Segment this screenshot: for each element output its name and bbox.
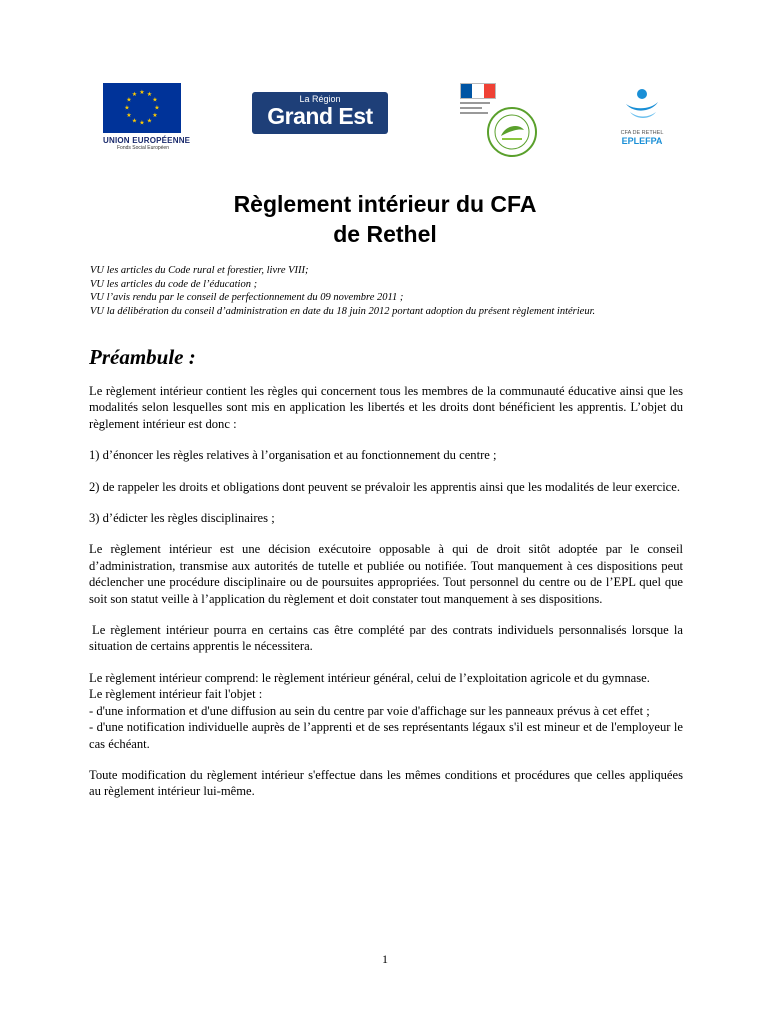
paragraph: Le règlement intérieur contient les règles qui concernent tous les membres de la communauté éducative ainsi que les modalités selon lesquelles sont mis en application les libertés et les droits dont bénéficient les apprentis. L’objet du règlement intérieur est donc :: [89, 384, 683, 431]
svg-text:★: ★: [146, 117, 153, 125]
organic-badge-icon: [486, 106, 538, 158]
svg-text:★: ★: [131, 91, 138, 98]
paragraph: Le règlement intérieur pourra en certains cas être complété par des contrats individuels personnalisés lorsque la situation de certains apprentis le nécessitera.: [89, 623, 683, 654]
french-flag-icon: [460, 83, 496, 99]
section-heading: Préambule :: [89, 345, 196, 369]
legal-reference: VU les articles du Code rural et forestier, livre VIII;: [90, 265, 309, 276]
region-label: La Région: [299, 94, 341, 104]
svg-text:★: ★: [154, 104, 160, 112]
svg-text:★: ★: [139, 89, 145, 96]
eplefpa-emblem-icon: [622, 86, 662, 124]
page-number: 1: [382, 952, 388, 966]
paragraph: 3) d’édicter les règles disciplinaires ;: [89, 511, 275, 526]
svg-text:★: ★: [131, 117, 138, 125]
document-title-line-2: de Rethel: [333, 221, 437, 247]
eplefpa-logo: [612, 86, 672, 148]
preamble-body: [89, 383, 683, 815]
svg-text:★: ★: [146, 91, 153, 98]
svg-text:★: ★: [152, 112, 158, 119]
svg-text:★: ★: [126, 112, 132, 119]
legal-reference: VU l’avis rendu par le conseil de perfectionnement du 09 novembre 2011 ;: [90, 292, 404, 304]
svg-text:★: ★: [124, 104, 130, 112]
paragraph: Le règlement intérieur fait l'objet :: [89, 687, 263, 702]
organic-badge-logo: [486, 106, 538, 158]
legal-reference: VU la délibération du conseil d’administration en date du 18 juin 2012 portant adoption du présent règlement intérieur.: [90, 305, 596, 317]
eu-logo: [103, 83, 191, 151]
svg-text:★: ★: [139, 119, 145, 127]
list-item: - d'une notification individuelle auprès de l’apprenti et de ses représentants légaux s'il est mineur et de l'employeur le cas échéant.: [89, 720, 683, 751]
list-item: - d'une information et d'une diffusion au sein du centre par voie d'affichage sur les panneaux prévus à cet effet ;: [89, 703, 650, 718]
eu-fund: Fonds Social Européen: [117, 145, 169, 151]
document-title-line-1: Règlement intérieur du CFA: [233, 191, 537, 217]
paragraph: Le règlement intérieur comprend: le règlement intérieur général, celui de l’exploitation agricole et du gymnase.: [89, 670, 650, 685]
eu-name: UNION EUROPÉENNE: [103, 136, 191, 145]
region-grand-est-logo: [252, 92, 388, 134]
eu-flag-icon: [103, 83, 181, 133]
legal-reference: VU les articles du code de l’éducation ;: [90, 278, 258, 290]
region-name: Grand Est: [267, 103, 373, 129]
paragraph: Le règlement intérieur est une décision exécutoire opposable à qui de droit sitôt adoptée par le conseil d’administration, transmise aux autorités de tutelle et publiée ou notifiée. Tout manquement à ces dispositions peut déclencher une procédure disciplinaire ou de poursuites appropriées. Tout personnel du centre ou de l’EPL quel que soit son statut veille à l’application du règlement et doit constater tout manquement à ses dispositions.: [89, 542, 683, 606]
paragraph: 2) de rappeler les droits et obligations dont peuvent se prévaloir les apprentis ainsi que les modalités de leur exercice.: [89, 479, 681, 494]
paragraph: 1) d’énoncer les règles relatives à l’organisation et au fonctionnement du centre ;: [89, 448, 497, 463]
paragraph: Toute modification du règlement intérieur s'effectue dans les mêmes conditions et procédures que celles appliquées au règlement intérieur lui-même.: [89, 767, 683, 799]
svg-text:★: ★: [152, 96, 158, 104]
eplefpa-name: EPLEFPA: [621, 136, 663, 146]
eplefpa-place: CFA DE RETHEL: [620, 130, 664, 136]
svg-text:★: ★: [126, 96, 132, 104]
legal-references: [90, 264, 683, 318]
